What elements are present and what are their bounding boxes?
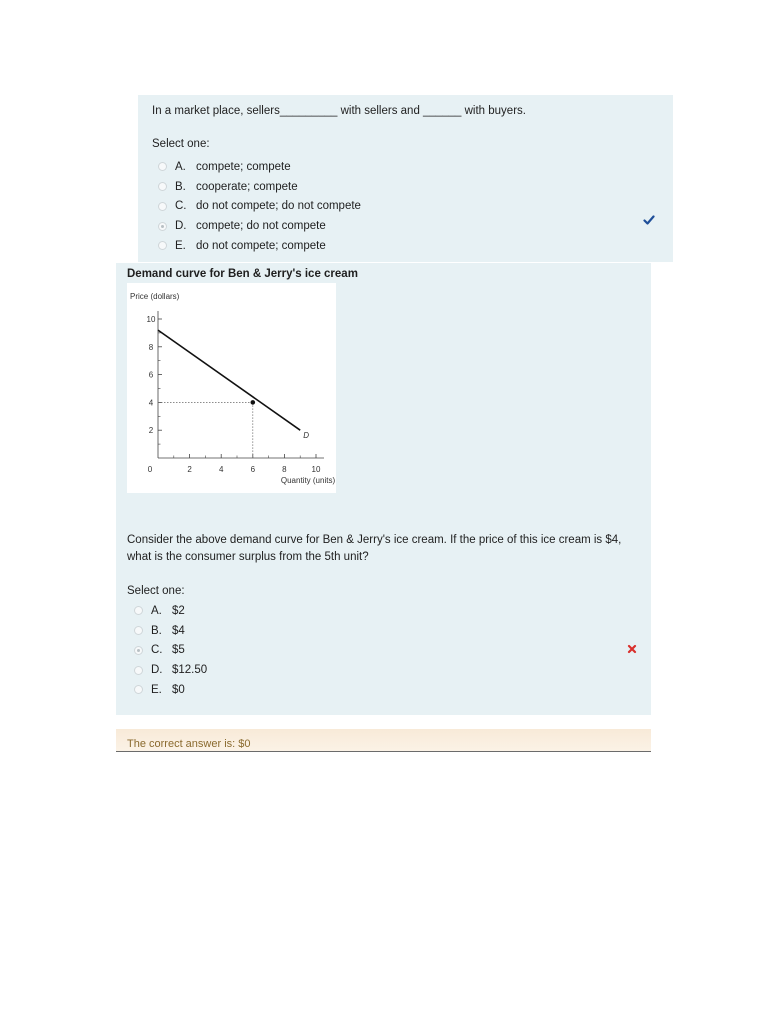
demand-curve-line	[158, 330, 300, 430]
question-1-options	[158, 157, 361, 256]
radio-button[interactable]	[158, 202, 167, 211]
option-letter: A.	[151, 604, 162, 617]
y-tick-label-8: 8	[148, 342, 154, 352]
option-text: $4	[172, 624, 185, 637]
option-letter: B.	[151, 624, 162, 637]
option-letter: C.	[175, 200, 187, 213]
x-tick-label-0: 0	[147, 465, 153, 474]
radio-button-selected[interactable]	[134, 646, 143, 655]
question-1-stem: In a market place, sellers_________ with sellers and ______ with buyers.	[152, 105, 526, 117]
radio-button[interactable]	[158, 241, 167, 250]
question-2-option-b[interactable]	[134, 621, 207, 641]
demand-chart-svg	[127, 283, 336, 493]
option-text: do not compete; do not compete	[196, 200, 361, 213]
x-axis-label: Quantity (units)	[280, 476, 336, 485]
x-tick-label-2: 2	[187, 465, 192, 474]
option-text: cooperate; compete	[196, 180, 298, 193]
x-tick-label-10: 10	[311, 465, 321, 474]
radio-button[interactable]	[134, 685, 143, 694]
radio-button-selected[interactable]	[158, 222, 167, 231]
question-1-option-a[interactable]	[158, 157, 361, 177]
radio-button[interactable]	[134, 606, 143, 615]
option-text: $12.50	[172, 664, 208, 677]
question-1-option-b[interactable]	[158, 177, 361, 197]
option-letter: A.	[175, 160, 186, 173]
option-letter: D.	[151, 664, 163, 677]
x-tick-label-4: 4	[218, 465, 224, 474]
correct-answer-feedback	[116, 729, 651, 752]
x-tick-label-6: 6	[250, 465, 256, 474]
option-letter: E.	[175, 239, 186, 252]
radio-button[interactable]	[134, 666, 143, 675]
option-text: do not compete; compete	[196, 239, 326, 252]
y-tick-label-6: 6	[148, 370, 154, 380]
demand-chart	[127, 283, 336, 493]
question-1-option-d[interactable]	[158, 216, 361, 236]
demand-curve-label: D	[303, 431, 310, 441]
question-2-select-label: Select one:	[127, 585, 185, 597]
x-tick-label-8: 8	[282, 465, 287, 474]
question-2-option-a[interactable]	[134, 601, 207, 621]
question-2-stem: Consider the above demand curve for Ben & Jerry's ice cream. If the price of this ice cream is $4, what is the consumer surplus from the 5th unit?	[127, 534, 622, 563]
option-letter: B.	[175, 180, 186, 193]
option-text: compete; compete	[196, 160, 291, 173]
y-tick-label-2: 2	[148, 426, 154, 436]
question-2-option-e[interactable]	[134, 680, 207, 700]
question-1-card	[138, 95, 673, 262]
question-1-option-c[interactable]	[158, 197, 361, 217]
question-2-option-d[interactable]	[134, 660, 207, 680]
price-quantity-point	[251, 400, 256, 405]
option-letter: D.	[175, 220, 187, 233]
radio-button[interactable]	[158, 182, 167, 191]
question-2-card	[116, 263, 651, 715]
radio-button[interactable]	[158, 162, 167, 171]
feedback-text: The correct answer is: $0	[127, 738, 251, 750]
option-text: $2	[172, 604, 185, 617]
radio-button[interactable]	[134, 626, 143, 635]
y-tick-label-10: 10	[146, 315, 156, 324]
cross-icon	[627, 644, 637, 654]
question-2-option-c[interactable]	[134, 641, 207, 661]
option-text: compete; do not compete	[196, 220, 326, 233]
check-icon	[643, 214, 655, 226]
question-1-select-label: Select one:	[152, 138, 210, 150]
question-1-option-e[interactable]	[158, 236, 361, 256]
figure-title: Demand curve for Ben & Jerry's ice cream	[127, 268, 358, 280]
option-letter: E.	[151, 683, 162, 696]
question-2-options	[134, 601, 207, 700]
y-tick-label-4: 4	[148, 398, 154, 408]
y-axis-label: Price (dollars)	[130, 292, 180, 301]
option-letter: C.	[151, 644, 163, 657]
option-text: $5	[172, 644, 185, 657]
option-text: $0	[172, 683, 185, 696]
